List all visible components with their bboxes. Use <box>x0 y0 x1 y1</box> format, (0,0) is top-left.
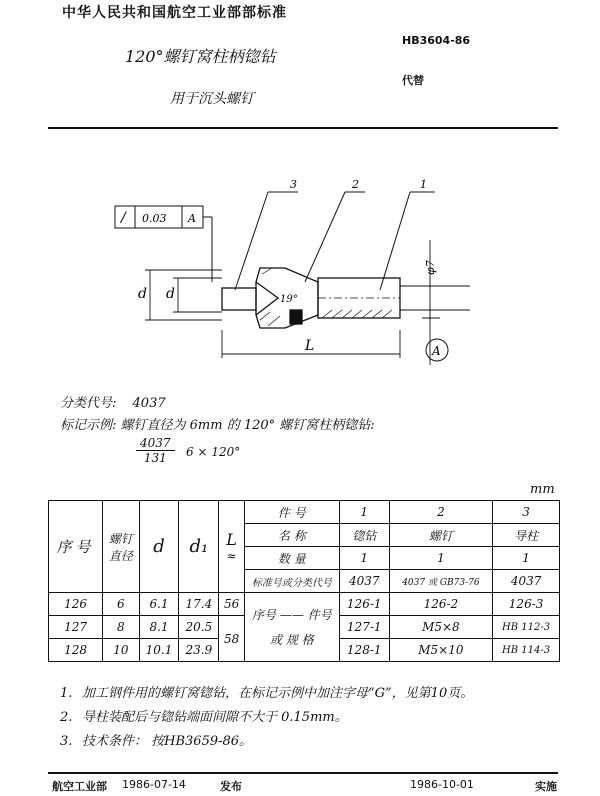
header-screw-line1: 螺钉 <box>108 531 133 546</box>
callout-3: 3 <box>290 178 297 191</box>
header-screw-line2: 直径 <box>108 548 133 563</box>
std-2: 4037 或 GB73-76 <box>389 570 493 593</box>
row-d1: 23.9 <box>179 639 219 662</box>
header-L <box>219 501 245 593</box>
header-L-text: L <box>226 530 237 549</box>
note-number: 1. <box>60 686 73 701</box>
marking-example-text: 螺钉直径为 6mm 的 120° 螺钉窝柱柄锪钻: <box>120 418 375 433</box>
name-1: 锪钻 <box>339 524 389 547</box>
note-item <box>60 682 473 701</box>
header-d1: d₁ <box>179 501 219 593</box>
name-3: 导柱 <box>493 524 560 547</box>
footer-impl-label: 实施 <box>535 780 557 793</box>
angle-label: 19° <box>280 294 298 305</box>
datum-letter: A <box>432 344 441 358</box>
std-1: 4037 <box>339 570 389 593</box>
standard-number: HB3604-86 <box>402 34 471 47</box>
org-name: 中华人民共和国航空工业部部标准 <box>62 5 287 21</box>
spec-header <box>244 593 339 662</box>
row-L: 56 <box>219 593 245 616</box>
footer-issue-label: 发布 <box>220 780 242 793</box>
header-d: d <box>139 501 179 593</box>
qty-1: 1 <box>339 547 389 570</box>
spec-table <box>48 500 560 662</box>
row-L: 58 <box>219 616 245 662</box>
spec-header-line1: 序号 —— 件号 <box>252 608 332 622</box>
row-d: 6.1 <box>139 593 179 616</box>
header-rule <box>48 127 558 129</box>
footer-issuer: 航空工业部 <box>52 780 107 793</box>
name-2: 螺钉 <box>389 524 493 547</box>
row-p2: M5×10 <box>389 639 493 662</box>
note-item <box>60 730 252 749</box>
class-code-value: 4037 <box>132 396 166 411</box>
part-no-3: 3 <box>493 501 560 524</box>
class-code-line <box>60 392 166 411</box>
qty-3: 1 <box>493 547 560 570</box>
technical-drawing <box>100 170 470 375</box>
note-number: 3. <box>60 734 73 749</box>
spec-header-line2: 或 规 格 <box>270 633 314 647</box>
fraction-numerator: 4037 <box>136 436 175 451</box>
note-text: 导柱装配后与锪钻端面间隙不大于 0.15mm。 <box>82 710 348 725</box>
row-p2: 126-2 <box>389 593 493 616</box>
note-number: 2. <box>60 710 73 725</box>
marking-fraction <box>136 436 175 465</box>
fraction-suffix: 6 × 120° <box>186 445 241 459</box>
header-name: 名 称 <box>244 524 339 547</box>
dimension-d: d <box>138 286 147 302</box>
row-d: 10.1 <box>139 639 179 662</box>
qty-2: 1 <box>389 547 493 570</box>
dimension-L: L <box>305 338 315 354</box>
header-part-no: 件 号 <box>244 501 339 524</box>
row-p1: 127-1 <box>339 616 389 639</box>
row-d: 8.1 <box>139 616 179 639</box>
callout-2: 2 <box>352 178 359 191</box>
part-no-2: 2 <box>389 501 493 524</box>
row-p2: M5×8 <box>389 616 493 639</box>
header-L-approx: ≈ <box>226 549 237 563</box>
callout-leaders <box>235 192 435 290</box>
row-p1: 126-1 <box>339 593 389 616</box>
footer-issue-date: 1986-07-14 <box>122 778 186 791</box>
note-text: 加工钢件用的螺钉窝锪钻，在标记示例中加注字母“G”，见第10页。 <box>82 686 474 701</box>
dimension-phi: φ7 <box>424 260 437 275</box>
row-p3: 126-3 <box>493 593 560 616</box>
part-no-1: 1 <box>339 501 389 524</box>
header-screw-dia <box>103 501 139 593</box>
note-item <box>60 706 348 725</box>
class-code-label: 分类代号: <box>60 396 117 411</box>
note-text: 技术条件： 按HB3659-86。 <box>82 734 253 749</box>
header-std: 标准号或分类代号 <box>244 570 339 593</box>
row-d1: 17.4 <box>179 593 219 616</box>
tolerance-symbol: / <box>121 210 126 226</box>
row-seq: 127 <box>49 616 103 639</box>
marking-example-label: 标记示例: <box>60 418 117 433</box>
callout-1: 1 <box>420 178 427 191</box>
row-seq: 126 <box>49 593 103 616</box>
footer-rule <box>48 772 558 774</box>
header-qty: 数 量 <box>244 547 339 570</box>
row-dia: 8 <box>103 616 139 639</box>
std-3: 4037 <box>493 570 560 593</box>
countersink-drill-body <box>222 268 470 328</box>
dimension-d1: d <box>166 286 175 302</box>
footer-impl-date: 1986-10-01 <box>410 778 474 791</box>
row-p1: 128-1 <box>339 639 389 662</box>
doc-title: 120°螺钉窝柱柄锪钻 <box>125 47 276 66</box>
row-p3: HB 114-3 <box>493 639 560 662</box>
fraction-denominator: 131 <box>143 451 167 465</box>
row-seq: 128 <box>49 639 103 662</box>
row-dia: 6 <box>103 593 139 616</box>
row-d1: 20.5 <box>179 616 219 639</box>
unit-label: mm <box>530 482 555 497</box>
tolerance-value: 0.03 <box>142 212 167 225</box>
row-p3: HB 112-3 <box>493 616 560 639</box>
doc-subtitle: 用于沉头螺钉 <box>170 91 254 107</box>
datum-reference: A <box>188 212 196 225</box>
row-dia: 10 <box>103 639 139 662</box>
marking-example-line <box>60 414 375 433</box>
table-row <box>49 593 560 616</box>
header-seq: 序号 <box>49 501 103 593</box>
replace-label: 代替 <box>402 74 424 87</box>
